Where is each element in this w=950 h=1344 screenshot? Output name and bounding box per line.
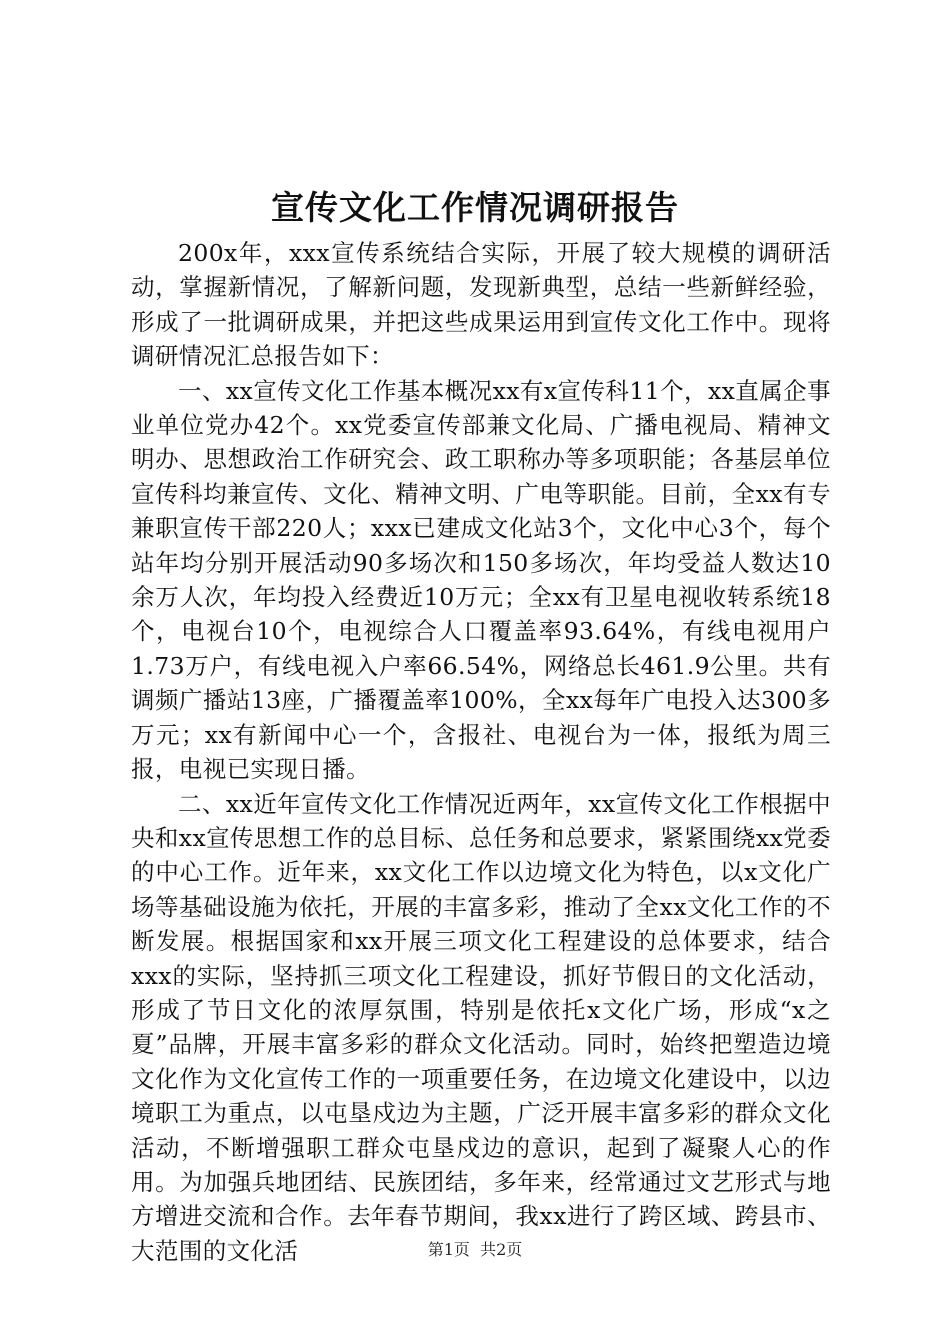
- paragraph-overview: 一、xx宣传文化工作基本概况xx有x宣传科11个，xx直属企事业单位党办42个。xx党委宣传部兼文化局、广播电视局、精神文明办、思想政治工作研究会、政工职称办等多项职能；各基层单位宣传科均兼宣传、文化、精神文明、广电等职能。目前，全xx有专兼职宣传干部220人；xxx已建成文化站3个，文化中心3个，每个站年均分别开展活动90多场次和150多场次，年均受益人数达10余万人次，年均投入经费近10万元；全xx有卫星电视收转系统18个，电视台10个，电视综合人口覆盖率93.64%，有线电视用户1.73万户，有线电视入户率66.54%，网络总长461.9公里。共有调频广播站13座，广播覆盖率100%，全xx每年广电投入达300多万元；xx有新闻中心一个，含报社、电视台为一体，报纸为周三报，电视已实现日播。: [131, 376, 831, 784]
- page-number: 第1页: [427, 1240, 470, 1259]
- page-footer: [0, 1239, 950, 1261]
- document-body: [131, 236, 831, 1268]
- paragraph-recent-work: 二、xx近年宣传文化工作情况近两年，xx宣传文化工作根据中央和xx宣传思想工作的总目标、总任务和总要求，紧紧围绕xx党委的中心工作。近年来，xx文化工作以边境文化为特色，以x文化广场等基础设施为依托，开展的丰富多彩，推动了全xx文化工作的不断发展。根据国家和xx开展三项文化工程建设的总体要求，结合xxx的实际，坚持抓三项文化工程建设，抓好节假日的文化活动，形成了节日文化的浓厚氛围，特别是依托x文化广场，形成“x之夏”品牌，开展丰富多彩的群众文化活动。同时，始终把塑造边境文化作为文化宣传工作的一项重要任务，在边境文化建设中，以边境职工为重点，以屯垦戍边为主题，广泛开展丰富多彩的群众文化活动，不断增强职工群众屯垦戍边的意识，起到了凝聚人心的作用。为加强兵地团结、民族团结，多年来，经常通过文艺形式与地方增进交流和合作。去年春节期间，我xx进行了跨区域、跨县市、大范围的文化活: [131, 789, 831, 1265]
- document-title: 宣传文化工作情况调研报告: [271, 188, 679, 227]
- footer-spacer: [470, 1240, 480, 1259]
- page-total: 共2页: [480, 1240, 523, 1259]
- paragraph-intro: 200x年，xxx宣传系统结合实际，开展了较大规模的调研活动，掌握新情况，了解新问题，发现新典型，总结一些新鲜经验，形成了一批调研成果，并把这些成果运用到宣传文化工作中。现将调研情况汇总报告如下：: [131, 239, 831, 371]
